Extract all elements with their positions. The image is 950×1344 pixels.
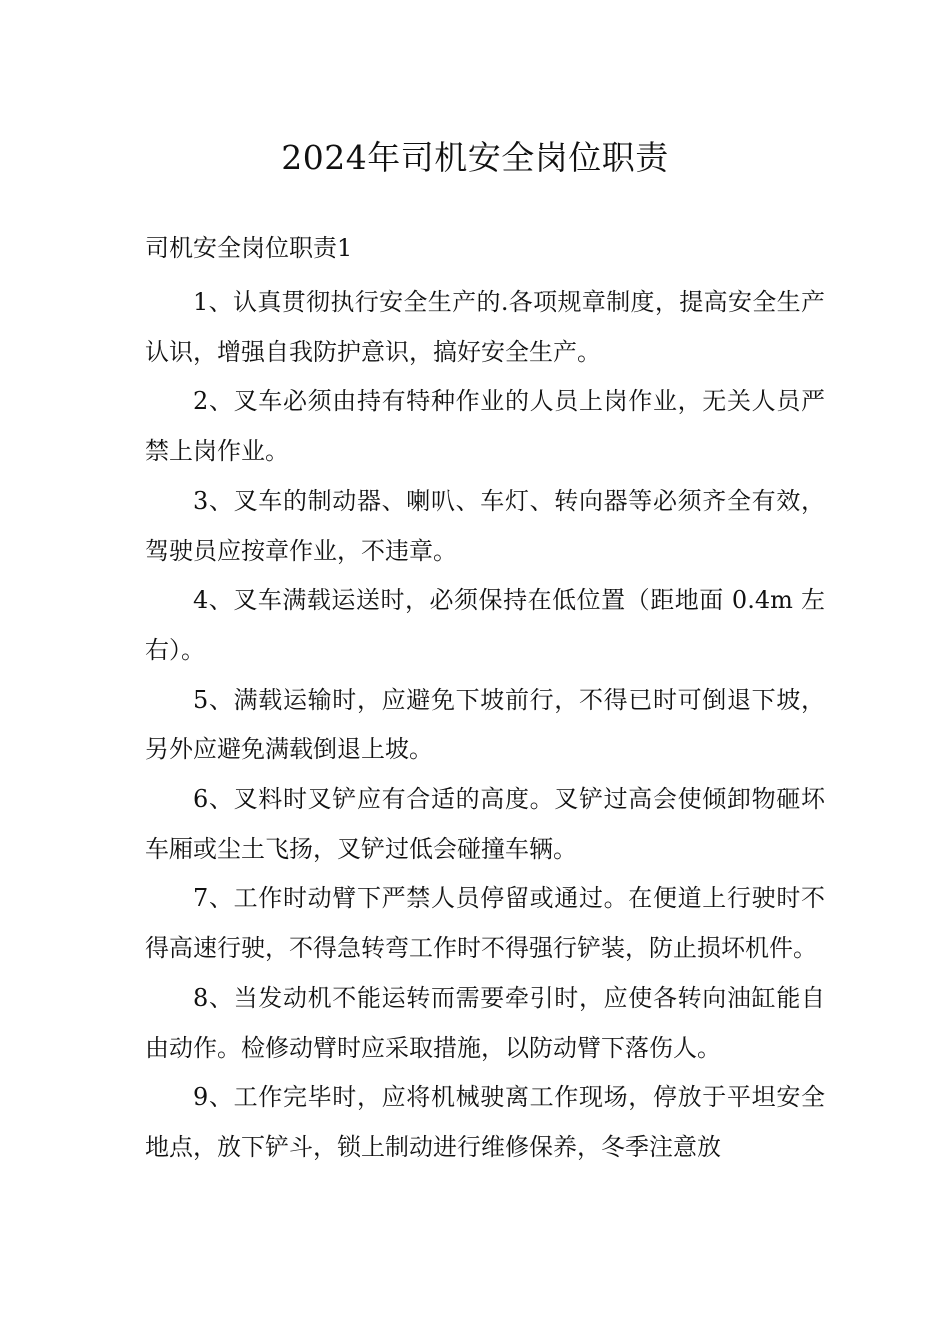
section-heading: 司机安全岗位职责1 (145, 234, 353, 262)
paragraph-5: 5、满载运输时，应避免下坡前行，不得已时可倒退下坡，另外应避免满载倒退上坡。 (145, 685, 825, 764)
document-title: 2024年司机安全岗位职责 (281, 138, 669, 177)
paragraph-6: 6、叉料时叉铲应有合适的高度。叉铲过高会使倾卸物砸坏车厢或尘土飞扬，叉铲过低会碰撞车辆。 (145, 785, 825, 863)
paragraph-4: 4、叉车满载运送时，必须保持在低位置（距地面 0.4m 左右）。 (145, 586, 825, 664)
paragraph-9: 9、工作完毕时，应将机械驶离工作现场，停放于平坦安全地点，放下铲斗，锁上制动进行维修保养，冬季注意放 (145, 1083, 825, 1161)
paragraph-8: 8、当发动机不能运转而需要牵引时，应使各转向油缸能自由动作。检修动臂时应采取措施，以防动臂下落伤人。 (145, 983, 825, 1062)
paragraph-1: 1、认真贯彻执行安全生产的.各项规章制度，提高安全生产认识，增强自我防护意识，搞好安全生产。 (145, 288, 825, 366)
document-body (145, 278, 825, 1173)
paragraph-3: 3、叉车的制动器、喇叭、车灯、转向器等必须齐全有效，驾驶员应按章作业，不违章。 (145, 486, 825, 565)
paragraph-2: 2、叉车必须由持有特种作业的人员上岗作业，无关人员严禁上岗作业。 (145, 387, 825, 466)
paragraph-7: 7、工作时动臂下严禁人员停留或通过。在便道上行驶时不得高速行驶，不得急转弯工作时不得强行铲装，防止损坏机件。 (145, 884, 825, 963)
